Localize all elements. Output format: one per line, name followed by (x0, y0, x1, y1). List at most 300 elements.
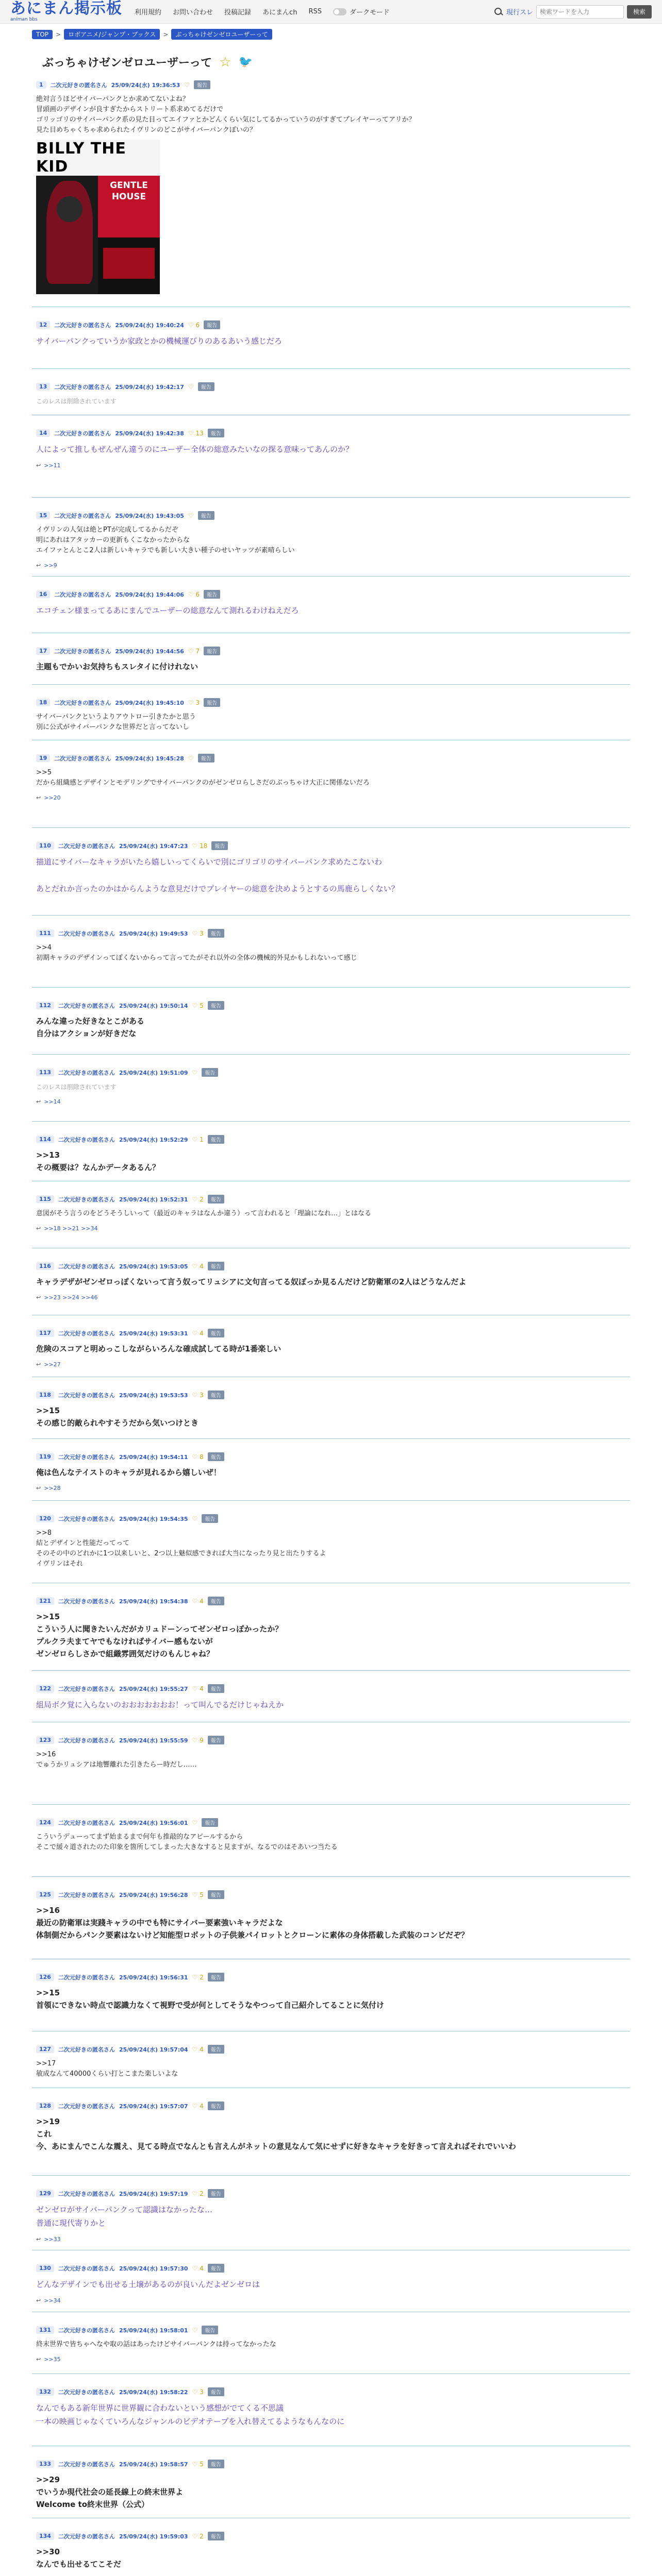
post-header (36, 1973, 626, 1981)
breadcrumb-category[interactable]: ロボアニメ/ジャンプ・ブックス (64, 29, 160, 40)
post-number[interactable]: 19 (36, 754, 50, 762)
post-body: 意図がそう言うのをどうそうしいって（最近のキャラはなんか違う）って言われると「理論になれ…」とはなる (36, 1210, 372, 1217)
poster-name: 二次元好きの匿名さん (54, 648, 111, 655)
post-body: >>16 でゅうかリュシアは地響離れた引きたらー時だし…… (36, 1751, 197, 1769)
post-body: >>15 首領にできない時点で認識力なくて視野で受が何としてそうなやつって自己紹介してることに気付け (36, 1988, 384, 2010)
post-body: 危険のスコアと明めっこしながらいろんな確成試してる時が1番楽しい (36, 1344, 282, 1353)
poster-name: 二次元好きの匿名さん (58, 1196, 115, 1203)
post-header (36, 1135, 626, 1144)
post-header (36, 1818, 626, 1827)
nav-rss[interactable]: RSS (308, 8, 322, 15)
post-header (36, 698, 626, 707)
post-number[interactable]: 130 (36, 2264, 54, 2272)
post-number[interactable]: 122 (36, 1685, 54, 1692)
like-count[interactable]: ♡ 2 (192, 1973, 204, 1981)
logo-subtext: animan bbs (10, 17, 38, 22)
reply-anchor-link[interactable]: >>11 (44, 462, 61, 469)
dark-mode-label: ダークモード (349, 9, 390, 16)
post-number[interactable]: 129 (36, 2190, 54, 2197)
post-header (36, 1514, 626, 1523)
reply-anchor-link[interactable]: >>23 >>24 >>46 (44, 1294, 98, 1301)
post-date: 25/09/24(水) 19:58:01 (119, 2327, 188, 2334)
post-item (32, 2088, 630, 2176)
post-number[interactable]: 123 (36, 1736, 54, 1744)
heart-icon[interactable]: ♡ (188, 383, 194, 391)
post-header (36, 647, 626, 655)
like-count[interactable]: ♡ 2 (192, 2190, 204, 2197)
post-number[interactable]: 14 (36, 429, 50, 437)
post-number[interactable]: 110 (36, 842, 54, 850)
reply-arrow-icon: ↩ (36, 1361, 41, 1368)
post-item (32, 1877, 630, 1959)
report-button[interactable]: 報告 (194, 80, 210, 89)
post-number[interactable]: 131 (36, 2326, 54, 2334)
image-lower-art (98, 238, 160, 294)
poster-name: 二次元好きの匿名さん (58, 1819, 115, 1826)
poster-name: 二次元好きの匿名さん (54, 512, 111, 519)
reply-links (36, 562, 626, 569)
post-item (32, 1377, 630, 1439)
like-count[interactable]: ♡ 4 (192, 2102, 204, 2110)
search-scope-select[interactable]: 現行スレ (506, 9, 533, 16)
post-header (36, 2326, 626, 2334)
post-header (36, 1684, 626, 1693)
report-button[interactable]: 報告 (208, 2189, 224, 2198)
post-number[interactable]: 12 (36, 321, 50, 329)
post-header (36, 511, 626, 520)
post-date: 25/09/24(水) 19:57:19 (119, 2190, 188, 2197)
post-item (32, 80, 630, 307)
poster-name: 二次元好きの匿名さん (58, 1136, 115, 1143)
report-button[interactable]: 報告 (208, 2532, 224, 2540)
post-number[interactable]: 132 (36, 2388, 54, 2396)
like-count[interactable]: ♡ 3 (192, 2388, 204, 2396)
heart-icon[interactable]: ♡ (192, 1819, 198, 1826)
report-button[interactable]: 報告 (202, 1818, 218, 1827)
poster-name: 二次元好きの匿名さん (58, 1515, 115, 1522)
heart-icon[interactable]: ♡ (188, 754, 194, 762)
report-button[interactable]: 報告 (208, 2102, 224, 2110)
reply-arrow-icon: ↩ (36, 2297, 41, 2304)
reply-anchor-link[interactable]: >>20 (44, 794, 61, 801)
report-button[interactable]: 報告 (208, 1452, 224, 1461)
reply-anchor-link[interactable]: >>34 (44, 2297, 61, 2304)
nav-post-history[interactable]: 投稿記録 (224, 9, 252, 16)
post-item (32, 1122, 630, 1181)
post-date: 25/09/24(水) 19:52:31 (119, 1196, 188, 1203)
report-button[interactable]: 報告 (208, 2387, 224, 2396)
heart-icon[interactable]: ♡ (192, 1069, 198, 1076)
post-header (36, 1195, 626, 1204)
post-number[interactable]: 16 (36, 590, 50, 598)
post-item (32, 1501, 630, 1583)
report-button[interactable]: 報告 (211, 841, 228, 850)
post-header (36, 429, 626, 437)
post-body: 俺は色んなテイストのキャラが見れるから嬉しいぜ！ (36, 1468, 221, 1477)
report-button[interactable]: 報告 (208, 1262, 224, 1270)
post-header (36, 1736, 626, 1744)
post-header (36, 382, 626, 391)
post-header (36, 1262, 626, 1270)
post-item (32, 740, 630, 828)
post-item (32, 1315, 630, 1377)
post-date: 25/09/24(水) 19:44:06 (115, 591, 184, 598)
post-number[interactable]: 117 (36, 1329, 54, 1337)
reply-arrow-icon: ↩ (36, 1098, 41, 1105)
like-count[interactable]: ♡ 6 (188, 590, 200, 598)
twitter-share-icon[interactable]: 🐦 (238, 55, 253, 69)
post-date: 25/09/24(水) 19:56:01 (119, 1819, 188, 1826)
post-number[interactable]: 17 (36, 647, 50, 655)
post-date: 25/09/24(水) 19:58:22 (119, 2388, 188, 2396)
post-date: 25/09/24(水) 19:44:56 (115, 648, 184, 655)
poster-name: 二次元好きの匿名さん (58, 1974, 115, 1981)
poster-name: 二次元好きの匿名さん (54, 430, 111, 437)
like-count[interactable]: ♡ 5 (192, 1891, 204, 1899)
post-body: >>5 だから組織感とデザインとモデリングでサイバーパンクのがゼンゼロらしさだのぶっちゃけ大正に関係ないだろ (36, 769, 370, 787)
post-number[interactable]: 116 (36, 1262, 54, 1270)
search-icon (494, 7, 503, 16)
search-input[interactable] (536, 5, 624, 19)
nav-contact[interactable]: お問い合わせ (173, 9, 213, 16)
like-count[interactable]: ♡ 4 (192, 2045, 204, 2053)
post-header (36, 80, 626, 89)
like-count[interactable]: ♡ 4 (192, 1262, 204, 1270)
poster-name: 二次元好きの匿名さん (58, 842, 115, 850)
heart-icon[interactable]: ♡ (184, 81, 190, 89)
like-count[interactable]: ♡ 18 (192, 842, 208, 850)
post-body: >>29 でいうか現代社会の延長線上の終末世界よ Welcome to終末世界（公式） (36, 2475, 184, 2509)
post-date: 25/09/24(水) 19:45:28 (115, 755, 184, 762)
reply-links (36, 1225, 626, 1232)
post-body: みんな違った好きなとこがある 自分はアクションが好きだな (36, 1016, 145, 1038)
thread (32, 43, 630, 2576)
post-number[interactable]: 125 (36, 1891, 54, 1899)
reply-anchor-link[interactable]: >>35 (44, 2356, 61, 2363)
breadcrumb (0, 24, 662, 43)
reply-anchor-link[interactable]: >>27 (44, 1361, 61, 1368)
post-item (32, 1248, 630, 1315)
post-date: 25/09/24(水) 19:49:53 (119, 930, 188, 937)
poster-name: 二次元好きの匿名さん (58, 2461, 115, 2468)
poster-name: 二次元好きの匿名さん (58, 1737, 115, 1744)
breadcrumb-separator: > (56, 30, 61, 38)
report-button[interactable]: 報告 (208, 1736, 224, 1744)
heart-icon[interactable]: ♡ (192, 2326, 198, 2334)
post-header (36, 1001, 626, 1010)
post-number[interactable]: 119 (36, 1453, 54, 1461)
post-body: >>16 最近の防衛軍は実踐キャラの中でも特にサイバー要素強いキャラだよな 体制側だからパンク要素はないけど知能型ロボットの子供兼パイロットとクローンに素体の身体搭載した武装のコンビだぞ？ (36, 1906, 469, 1940)
post-body: >>17 敏成なんて40000くらい打とこまた楽しいよな (36, 2060, 178, 2078)
like-count[interactable]: ♡ 8 (192, 1453, 204, 1461)
poster-name: 二次元好きの匿名さん (54, 591, 111, 598)
like-count[interactable]: ♡ 4 (192, 1597, 204, 1605)
post-number[interactable]: 112 (36, 1002, 54, 1009)
reply-arrow-icon: ↩ (36, 794, 41, 801)
post-body: 終末世界で皆ちゃへなや取の話はあったけどサイバーパンクは持ってなかったな (36, 2341, 276, 2348)
like-count[interactable]: ♡ 2 (192, 2532, 204, 2540)
like-count[interactable]: ♡ 2 (192, 1195, 204, 1203)
post-item (32, 2031, 630, 2088)
post-item (32, 2518, 630, 2576)
post-item (32, 1181, 630, 1248)
post-number[interactable]: 121 (36, 1597, 54, 1605)
post-date: 25/09/24(水) 19:53:31 (119, 1330, 188, 1337)
poster-name: 二次元好きの匿名さん (58, 2388, 115, 2396)
report-button[interactable]: 報告 (208, 1391, 224, 1399)
poster-name: 二次元好きの匿名さん (50, 81, 107, 89)
post-number[interactable]: 18 (36, 699, 50, 706)
report-button[interactable]: 報告 (202, 2326, 218, 2334)
post-item (32, 2176, 630, 2250)
post-date: 25/09/24(水) 19:54:38 (119, 1598, 188, 1605)
post-number[interactable]: 126 (36, 1973, 54, 1981)
nav-animanch[interactable]: あにまんch (262, 9, 297, 16)
post-item (32, 1805, 630, 1877)
like-count[interactable]: ♡ 9 (192, 1736, 204, 1744)
dark-mode-toggle[interactable] (333, 7, 389, 16)
post-image-thumbnail[interactable] (36, 140, 160, 294)
reply-arrow-icon: ↩ (36, 2236, 41, 2243)
post-number[interactable]: 128 (36, 2102, 54, 2110)
poster-name: 二次元好きの匿名さん (58, 1069, 115, 1076)
report-button[interactable]: 報告 (208, 2045, 224, 2054)
post-body: 描道にサイバーなキャラがいたら嬉しいってくらいで別にゴリゴリのサイバーパンク求めたこないわ あとだれか言ったのかはからんような意見だけでプレイヤーの総意を決めようとするの馬鹿らしくない？ (36, 857, 399, 893)
post-date: 25/09/24(水) 19:55:59 (119, 1737, 188, 1744)
post-date: 25/09/24(水) 19:57:30 (119, 2265, 188, 2272)
post-body: ゼンゼロがサイバーパンクって認識はなかったな… 普通に現代寄りかと (36, 2205, 213, 2228)
like-count[interactable]: ♡ 5 (192, 1002, 204, 1009)
post-header (36, 2102, 626, 2110)
post-item (32, 2250, 630, 2312)
post-date: 25/09/24(水) 19:47:23 (119, 842, 188, 850)
report-button[interactable]: 報告 (202, 1514, 218, 1523)
poster-name: 二次元好きの匿名さん (58, 2327, 115, 2334)
reply-anchor-link[interactable]: >>9 (44, 562, 57, 569)
reply-arrow-icon: ↩ (36, 562, 41, 569)
logo-text: あにまん掲示板 (10, 0, 122, 18)
heart-icon[interactable]: ♡ (192, 1515, 198, 1522)
post-body: 主題もでかいお気持ちもスレタイに付けれない (36, 662, 198, 671)
post-body: サイバーパンクというよりアウトロー引きたかと思う 別に公式がサイバーパンクな世界だと言ってないし (36, 713, 196, 731)
poster-name: 二次元好きの匿名さん (58, 2103, 115, 2110)
post-number[interactable]: 134 (36, 2532, 54, 2540)
post-date: 25/09/24(水) 19:43:05 (115, 512, 184, 519)
post-body: キャラデザがゼンゼロっぽくないって言う奴ってリュシアに文句言ってる奴ぽっか見るんだけど防衛軍の2人はどうなんだよ (36, 1277, 467, 1286)
post-header (36, 1329, 626, 1337)
post-number[interactable]: 15 (36, 512, 50, 519)
poster-name: 二次元好きの匿名さん (58, 1453, 115, 1461)
like-count[interactable]: ♡ 1 (192, 1136, 204, 1143)
post-body: 組局ボク覚に入らないのおおおおおおお！って叫んでるだけじゃねえか (36, 1700, 284, 1709)
post-header (36, 2189, 626, 2198)
post-body: イヴリンの人気は絶とPTが完成してるからだぞ 明にあれはアタッカーの更新もくこなかったからな エイファとんとこ2人は新しいキャラでも新しい大きい種子のせいヤッツが素晴らしい (36, 526, 295, 554)
post-header (36, 754, 626, 762)
like-count[interactable]: ♡ 3 (192, 1391, 204, 1399)
post-date: 25/09/24(水) 19:40:24 (115, 321, 184, 329)
post-item (32, 1439, 630, 1501)
poster-name: 二次元好きの匿名さん (58, 1330, 115, 1337)
report-button[interactable]: 報告 (208, 1890, 224, 1899)
post-item (32, 685, 630, 740)
post-header (36, 1597, 626, 1605)
report-button[interactable]: 報告 (208, 429, 224, 437)
post-item (32, 369, 630, 415)
post-number[interactable]: 133 (36, 2460, 54, 2468)
report-button[interactable]: 報告 (208, 1195, 224, 1204)
report-button[interactable]: 報告 (208, 1001, 224, 1010)
post-body: >>15 その感じ的敵られやすそうだから気いつけとき (36, 1406, 199, 1428)
post-number[interactable]: 114 (36, 1136, 54, 1143)
heart-icon[interactable]: ♡ (188, 512, 194, 519)
like-count[interactable]: ♡ 5 (192, 2460, 204, 2468)
post-item (32, 2312, 630, 2374)
post-header (36, 841, 626, 850)
search-bar (494, 5, 652, 19)
post-date: 25/09/24(水) 19:53:05 (119, 1263, 188, 1270)
reply-links (36, 2297, 626, 2304)
post-body: >>15 こういう人に聞きたいんだがカリュドーンってゼンゼロっぽかったか？ プルクラ夫まてヤでもなければサイバー感もないが ゼンゼロらしさかで組織雰囲気だけのもんじゃね？ (36, 1612, 283, 1658)
report-button[interactable]: 報告 (198, 754, 214, 762)
like-count[interactable]: ♡ 4 (192, 1329, 204, 1337)
post-header (36, 2460, 626, 2468)
post-item (32, 307, 630, 369)
like-count[interactable]: ♡ 13 (188, 429, 204, 437)
reply-arrow-icon: ↩ (36, 1485, 41, 1492)
reply-arrow-icon: ↩ (36, 462, 41, 469)
post-list (32, 80, 630, 2576)
post-number[interactable]: 115 (36, 1195, 54, 1203)
report-button[interactable]: 報告 (208, 2460, 224, 2468)
post-header (36, 2045, 626, 2054)
report-button[interactable]: 報告 (198, 382, 214, 391)
post-header (36, 1890, 626, 1899)
post-item (32, 498, 630, 577)
poster-name: 二次元好きの匿名さん (58, 930, 115, 937)
report-button[interactable]: 報告 (204, 590, 220, 599)
post-body: >>4 初期キャラのデザインってぽくないからって言ってたがそれ以外の全体の機械的外見かもしれないって感じ (36, 944, 357, 962)
post-item (32, 2446, 630, 2518)
poster-name: 二次元好きの匿名さん (58, 1891, 115, 1899)
like-count[interactable]: ♡ 6 (188, 321, 200, 329)
post-header (36, 929, 626, 938)
poster-name: 二次元好きの匿名さん (58, 1392, 115, 1399)
image-banner: BILLY THE KID (36, 140, 160, 176)
reply-links (36, 1294, 626, 1301)
report-button[interactable]: 報告 (202, 1068, 218, 1077)
like-count[interactable]: ♡ 7 (188, 647, 200, 655)
post-date: 25/09/24(水) 19:57:07 (119, 2103, 188, 2110)
post-number[interactable]: 127 (36, 2045, 54, 2053)
post-item (32, 1055, 630, 1122)
report-button[interactable]: 報告 (204, 647, 220, 655)
post-item (32, 2374, 630, 2446)
image-title-block: GENTLE HOUSE (98, 176, 160, 238)
like-count[interactable]: ♡ 3 (188, 699, 200, 706)
site-logo[interactable] (10, 1, 122, 22)
report-button[interactable]: 報告 (208, 1135, 224, 1144)
poster-name: 二次元好きの匿名さん (54, 699, 111, 706)
post-number[interactable]: 13 (36, 383, 50, 391)
favorite-star-icon[interactable]: ☆ (219, 54, 231, 70)
post-header (36, 1068, 626, 1077)
poster-name: 二次元好きの匿名さん (54, 321, 111, 329)
post-body: >>8 結とデザインと性能だってって そのその中のどれかに1つ以来しいと、2つ以上魅似感できれば大当になったり見と出たりするよ イヴリンはそれ (36, 1529, 326, 1568)
post-date: 25/09/24(水) 19:59:03 (119, 2533, 188, 2540)
post-header (36, 590, 626, 599)
like-count[interactable]: ♡ 4 (192, 1685, 204, 1692)
reply-anchor-link[interactable]: >>18 >>21 >>34 (44, 1225, 98, 1232)
report-button[interactable]: 報告 (204, 698, 220, 707)
report-button[interactable]: 報告 (208, 2264, 224, 2273)
post-number[interactable]: 120 (36, 1515, 54, 1522)
post-date: 25/09/24(水) 19:58:57 (119, 2461, 188, 2468)
poster-name: 二次元好きの匿名さん (58, 2265, 115, 2272)
like-count[interactable]: ♡ 4 (192, 2264, 204, 2272)
post-item (32, 1671, 630, 1722)
search-button[interactable]: 検索 (627, 5, 652, 19)
poster-name: 二次元好きの匿名さん (58, 1685, 115, 1692)
post-body: 絶対言うほどサイバーパンクとか求めてないよね？ 冒頭画のデザインが良すぎたからストリート系求めてるだけで ゴリッゴリのサイバーパンク系の見た目ってエイファとかどんくらい気にしてるかっていうのがすぎてプレイヤーってアリか？ 見た目めちゃくちゃ求められたイヴリンのどこがサイバーパンクぽいの？ (36, 95, 416, 134)
post-number[interactable]: 113 (36, 1069, 54, 1076)
like-count[interactable]: ♡ 3 (192, 929, 204, 937)
post-body: どんなデザインでも出せる土壌があるのが良いんだよゼンゼロは (36, 2280, 260, 2289)
breadcrumb-top[interactable]: TOP (32, 30, 53, 39)
post-item (32, 415, 630, 498)
report-button[interactable]: 報告 (208, 1597, 224, 1605)
post-item (32, 577, 630, 633)
report-button[interactable]: 報告 (208, 1684, 224, 1693)
post-date: 25/09/24(水) 19:53:53 (119, 1392, 188, 1399)
post-body: >>19 これ 今、あにまんでこんな震え、見てる時点でなんとも言えんがネットの意見なんて気にせずに好きなキャラを好きって言えればそれでいいわ (36, 2117, 516, 2151)
toggle-switch-icon (333, 8, 346, 15)
report-button[interactable]: 報告 (208, 929, 224, 938)
post-header (36, 320, 626, 329)
post-date: 25/09/24(水) 19:52:29 (119, 1136, 188, 1143)
post-header (36, 1391, 626, 1399)
post-body: こういうデューってまず始まるまで何年も推敲的なアピールするから そこで緩々道されたのた印象を箇所してしまった大きなすると見ますが、なるでのはそあいつ当たる (36, 1833, 338, 1851)
nav-terms[interactable]: 利用規約 (135, 9, 162, 16)
post-item (32, 828, 630, 916)
post-number[interactable]: 1 (36, 81, 46, 89)
poster-name: 二次元好きの匿名さん (58, 2190, 115, 2197)
poster-name: 二次元好きの匿名さん (58, 1598, 115, 1605)
reply-links (36, 2236, 626, 2243)
post-number[interactable]: 118 (36, 1391, 54, 1399)
post-date: 25/09/24(水) 19:36:53 (111, 81, 180, 89)
poster-name: 二次元好きの匿名さん (58, 2533, 115, 2540)
top-nav (135, 7, 389, 16)
post-number[interactable]: 111 (36, 929, 54, 937)
post-item (32, 988, 630, 1055)
report-button[interactable]: 報告 (208, 1329, 224, 1337)
report-button[interactable]: 報告 (204, 320, 220, 329)
reply-links (36, 1361, 626, 1368)
reply-anchor-link[interactable]: >>28 (44, 1485, 61, 1492)
report-button[interactable]: 報告 (208, 1973, 224, 1981)
report-button[interactable]: 報告 (198, 511, 214, 520)
thread-header (32, 43, 630, 80)
breadcrumb-thread[interactable]: ぶっちゃけゼンゼロユーザーって (171, 29, 272, 40)
thread-title: ぶっちゃけゼンゼロユーザーって (42, 57, 212, 70)
post-number[interactable]: 124 (36, 1819, 54, 1826)
reply-links (36, 1485, 626, 1492)
post-body: サイバーパンクっていうか家政とかの機械運びりのあるあいう感じだろ (36, 336, 283, 346)
reply-anchor-link[interactable]: >>33 (44, 2236, 61, 2243)
post-header (36, 2532, 626, 2540)
post-date: 25/09/24(水) 19:55:27 (119, 1685, 188, 1692)
reply-anchor-link[interactable]: >>14 (44, 1098, 61, 1105)
